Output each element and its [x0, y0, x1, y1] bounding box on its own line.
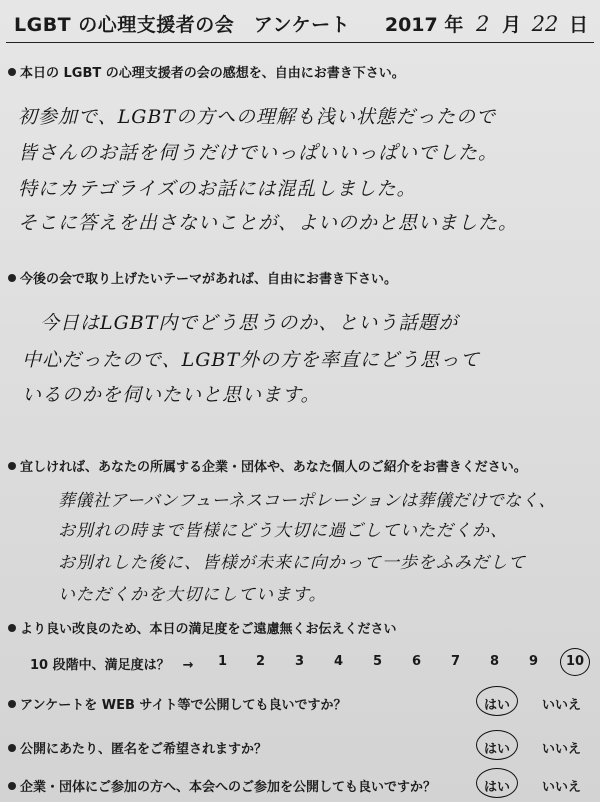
answer-impressions-line-2: 皆さんのお話を伺うだけでいっぱいいっぱいでした。	[18, 142, 499, 164]
org-publish-no[interactable]: いいえ	[542, 780, 582, 795]
answer-topics-line-3: いるのかを伺いたいと思います。	[22, 384, 321, 406]
rating-6[interactable]: 6	[412, 654, 422, 669]
question-impressions	[8, 62, 405, 81]
question-org-publish-text: 企業・団体にご参加の方へ、本会へのご参加を公開しても良いですか？	[20, 780, 437, 795]
date-year: 2017 年	[384, 14, 464, 36]
web-publish-yes[interactable]: はい	[484, 698, 511, 713]
bullet-icon	[8, 68, 16, 76]
answer-topics-line-2: 中心だったので、LGBT外の方を率直にどう思って	[22, 349, 481, 371]
question-affiliation	[8, 456, 527, 475]
question-affiliation-text: 宜しければ、あなたの所属する企業・団体や、あなた個人のご紹介をお書きください。	[20, 460, 527, 475]
org-publish-yes[interactable]: はい	[484, 780, 511, 795]
bullet-icon	[8, 462, 16, 470]
question-future-topics	[8, 268, 397, 287]
rating-3[interactable]: 3	[295, 654, 305, 669]
question-impressions-text: 本日の LGBT の心理支援者の会の感想を、自由にお書き下さい。	[20, 66, 405, 81]
answer-impressions-line-4: そこに答えを出さないことが、よいのかと思いました。	[18, 212, 519, 234]
answer-impressions-line-1: 初参加で、LGBTの方への理解も浅い状態だったので	[18, 106, 497, 128]
web-publish-yes-circle	[476, 686, 518, 716]
date-day-handwritten: 22	[531, 12, 559, 36]
question-satisfaction	[8, 618, 396, 637]
anonymity-no[interactable]: いいえ	[542, 742, 582, 757]
rating-10[interactable]: 10	[566, 654, 585, 669]
rating-4[interactable]: 4	[334, 654, 344, 669]
anonymity-yes[interactable]: はい	[484, 742, 511, 757]
satisfaction-scale-label: 10 段階中、満足度は？ →	[30, 658, 194, 673]
date-day-label: 日	[568, 14, 588, 36]
org-publish-yes-circle	[476, 768, 518, 798]
rating-10-selected-circle	[560, 648, 590, 676]
question-satisfaction-text: より良い改良のため、本日の満足度をご遠慮無くお伝えください	[20, 622, 397, 637]
question-anonymity-text: 公開にあたり、匿名をご希望されますか？	[20, 742, 268, 757]
rating-5[interactable]: 5	[373, 654, 383, 669]
answer-affiliation-line-3: お別れした後に、皆様が未来に向かって一歩をふみだして	[58, 553, 526, 573]
survey-date	[385, 10, 588, 37]
date-month-label: 月	[501, 14, 521, 36]
rating-9[interactable]: 9	[529, 654, 539, 669]
answer-affiliation-line-2: お別れの時まで皆様にどう大切に過ごしていただくか、	[58, 521, 508, 541]
answer-topics-line-1: 今日はLGBT内でどう思うのか、という話題が	[40, 312, 459, 334]
header-divider	[6, 42, 594, 43]
bullet-icon	[8, 782, 16, 790]
rating-2[interactable]: 2	[256, 654, 266, 669]
date-month-handwritten: 2	[475, 12, 490, 36]
answer-impressions-line-3: 特にカテゴライズのお話には混乱しました。	[18, 178, 417, 200]
bullet-icon	[8, 274, 16, 282]
question-future-topics-text: 今後の会で取り上げたいテーマがあれば、自由にお書き下さい。	[20, 272, 398, 287]
web-publish-no[interactable]: いいえ	[542, 698, 582, 713]
bullet-icon	[8, 744, 16, 752]
survey-title: LGBT の心理支援者の会 アンケート	[14, 14, 351, 36]
answer-affiliation-line-1: 葬儀社アーバンフューネスコーポレーションは葬儀だけでなく、	[58, 491, 556, 511]
rating-1[interactable]: 1	[218, 654, 228, 669]
rating-7[interactable]: 7	[451, 654, 461, 669]
question-web-publish-text: アンケートを WEB サイト等で公開しても良いですか？	[20, 698, 347, 713]
bullet-icon	[8, 700, 16, 708]
answer-affiliation-line-4: いただくかを大切にしています。	[58, 585, 327, 605]
bullet-icon	[8, 624, 16, 632]
question-web-publish	[8, 694, 347, 713]
question-anonymity	[8, 738, 267, 757]
rating-8[interactable]: 8	[490, 654, 500, 669]
question-org-publish	[8, 776, 436, 795]
anonymity-yes-circle	[476, 730, 518, 760]
